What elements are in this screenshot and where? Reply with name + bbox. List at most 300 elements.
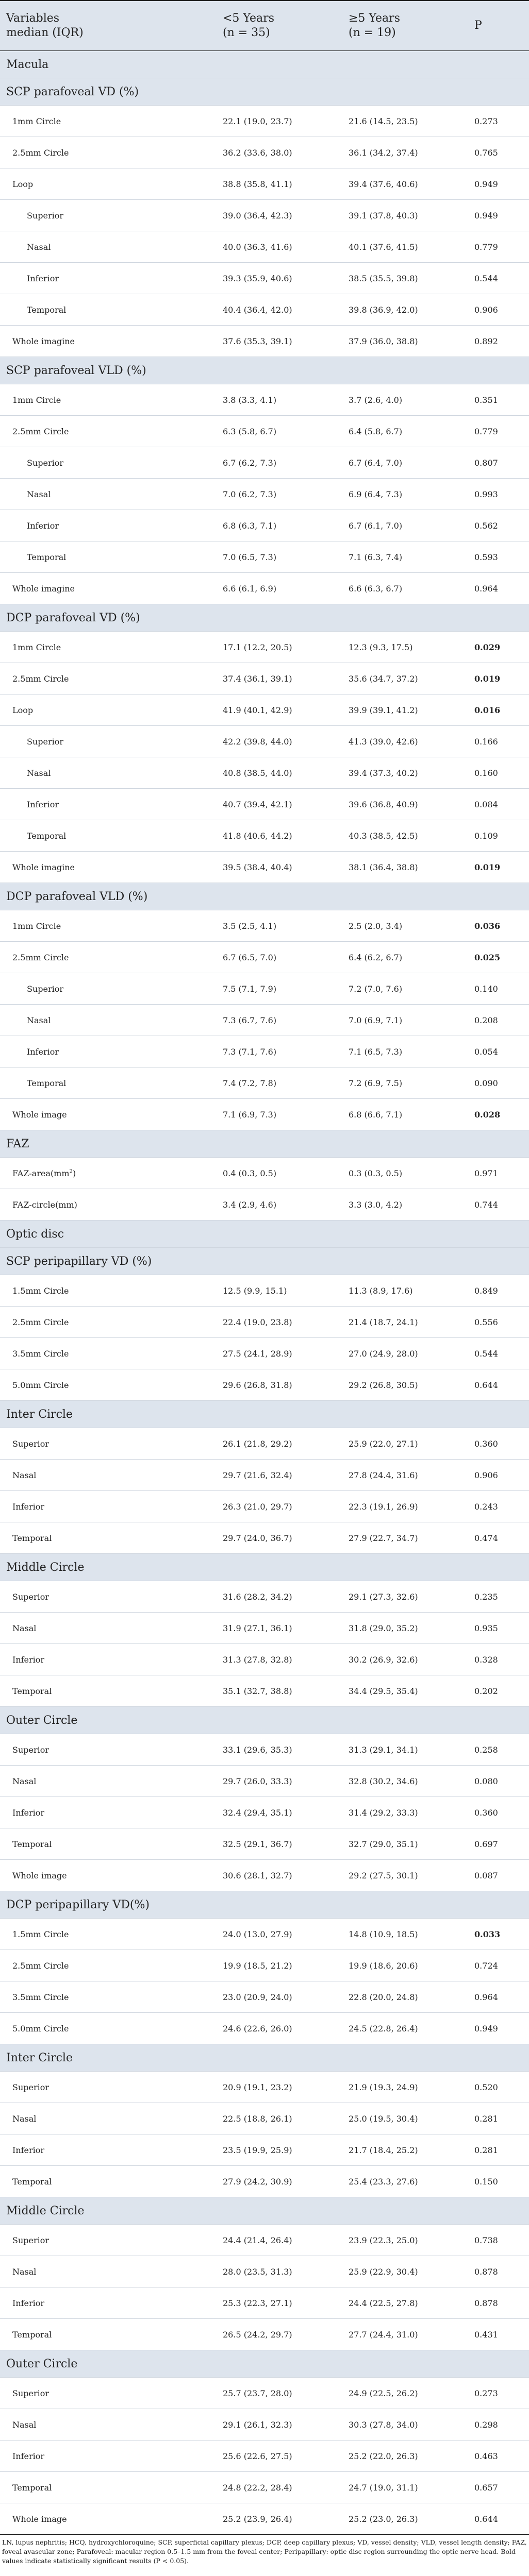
table-row [0,1158,529,1189]
p-value: 0.243 [468,1491,529,1522]
value-under-5: 42.2 (39.8, 44.0) [217,726,342,757]
row-label [0,106,217,137]
table-row [0,942,529,973]
table-row [0,1189,529,1221]
row-label-text: Superior [27,457,64,468]
row-label [0,1613,217,1644]
row-label-text: 2.5mm Circle [12,147,69,158]
value-under-5: 40.8 (38.5, 44.0) [217,757,342,789]
row-label-text: 1.5mm Circle [12,1929,69,1939]
value-under-5: 41.8 (40.6, 44.2) [217,820,342,852]
row-label-text: Nasal [12,1776,37,1786]
value-5-plus: 31.3 (29.1, 34.1) [342,1734,468,1766]
p-value: 0.562 [468,510,529,541]
value-under-5: 40.4 (36.4, 42.0) [217,294,342,326]
table-row [0,1522,529,1554]
header-variables [0,1,217,51]
p-value: 0.016 [468,694,529,726]
row-label-text: Temporal [12,1839,52,1849]
row-label [0,1860,217,1891]
table-row [0,1828,529,1860]
value-under-5: 39.3 (35.9, 40.6) [217,263,342,294]
p-value: 0.080 [468,1766,529,1797]
value-5-plus: 27.0 (24.9, 28.0) [342,1338,468,1369]
p-value: 0.281 [468,2103,529,2134]
p-value: 0.033 [468,1919,529,1950]
table-row [0,820,529,852]
row-label-text: Whole imagine [12,336,75,346]
table-row [0,137,529,168]
table-row [0,447,529,479]
table-row [0,1369,529,1401]
row-label [0,820,217,852]
row-label [0,137,217,168]
section-row [0,1554,529,1581]
row-label [0,726,217,757]
p-value: 0.964 [468,1981,529,2013]
value-5-plus: 25.9 (22.9, 30.4) [342,2256,468,2287]
p-value: 0.019 [468,663,529,694]
p-value: 0.029 [468,632,529,663]
row-label [0,1675,217,1707]
value-5-plus: 24.7 (19.0, 31.1) [342,2472,468,2503]
table-row [0,2287,529,2319]
section-label: Optic disc [0,1221,529,1248]
row-label-text: Inferior [27,273,59,283]
value-5-plus: 25.9 (22.0, 27.1) [342,1428,468,1460]
table-row [0,852,529,883]
section-label: Macula [0,51,529,78]
p-value: 0.964 [468,573,529,604]
value-5-plus: 34.4 (29.5, 35.4) [342,1675,468,1707]
row-label [0,2287,217,2319]
row-label-text: Superior [12,1591,49,1602]
section-row [0,883,529,910]
p-value: 0.474 [468,1522,529,1554]
value-5-plus: 41.3 (39.0, 42.6) [342,726,468,757]
value-5-plus: 29.2 (26.8, 30.5) [342,1369,468,1401]
value-under-5: 25.6 (22.6, 27.5) [217,2441,342,2472]
row-label [0,1581,217,1613]
value-5-plus: 7.1 (6.3, 7.4) [342,541,468,573]
p-value: 0.328 [468,1644,529,1675]
table-row [0,1099,529,1130]
table-row [0,1644,529,1675]
row-label-text: Superior [12,1438,49,1449]
p-value: 0.878 [468,2287,529,2319]
value-5-plus: 7.2 (7.0, 7.6) [342,973,468,1005]
value-5-plus: 32.8 (30.2, 34.6) [342,1766,468,1797]
table-row [0,1797,529,1828]
section-row [0,2350,529,2378]
table-row [0,384,529,416]
table-row [0,2472,529,2503]
value-under-5: 39.0 (36.4, 42.3) [217,200,342,231]
table-row [0,1005,529,1036]
row-label-text: Inferior [12,2451,45,2461]
p-value: 0.556 [468,1307,529,1338]
header-group-5-plus [342,1,468,51]
table-row [0,726,529,757]
value-under-5: 30.6 (28.1, 32.7) [217,1860,342,1891]
section-row [0,357,529,384]
value-under-5: 7.4 (7.2, 7.8) [217,1067,342,1099]
value-under-5: 40.7 (39.4, 42.1) [217,789,342,820]
row-label [0,1067,217,1099]
value-5-plus: 39.9 (39.1, 41.2) [342,694,468,726]
row-label-text: Loop [12,179,34,189]
row-label-text: 2.5mm Circle [12,1960,69,1971]
value-under-5: 32.5 (29.1, 36.7) [217,1828,342,1860]
row-label [0,263,217,294]
value-under-5: 26.1 (21.8, 29.2) [217,1428,342,1460]
row-label-text: 2.5mm Circle [12,426,69,436]
value-5-plus: 30.3 (27.8, 34.0) [342,2409,468,2441]
section-row [0,604,529,632]
value-under-5: 6.7 (6.5, 7.0) [217,942,342,973]
table-row [0,1919,529,1950]
value-under-5: 6.6 (6.1, 6.9) [217,573,342,604]
table-row [0,632,529,663]
row-label-text: Nasal [12,1623,37,1633]
section-row [0,1130,529,1158]
value-under-5: 19.9 (18.5, 21.2) [217,1950,342,1981]
value-under-5: 27.9 (24.2, 30.9) [217,2166,342,2197]
value-5-plus: 24.9 (22.5, 26.2) [342,2378,468,2409]
row-label [0,2166,217,2197]
value-under-5: 24.6 (22.6, 26.0) [217,2013,342,2044]
p-value: 0.273 [468,2378,529,2409]
row-label [0,326,217,357]
row-label [0,2441,217,2472]
row-label [0,1428,217,1460]
row-label [0,1005,217,1036]
value-5-plus: 29.2 (27.5, 30.1) [342,1860,468,1891]
row-label-text: 2.5mm Circle [12,673,69,684]
p-value: 0.036 [468,910,529,942]
row-label-text: Nasal [27,1015,51,1025]
value-5-plus: 0.3 (0.3, 0.5) [342,1158,468,1189]
section-label: Inter Circle [0,1401,529,1428]
row-label [0,1307,217,1338]
section-row [0,2197,529,2225]
row-label-text: FAZ-circle(mm) [12,1199,77,1210]
value-5-plus: 6.4 (6.2, 6.7) [342,942,468,973]
value-5-plus: 21.4 (18.7, 24.1) [342,1307,468,1338]
table-row [0,1338,529,1369]
table-row [0,294,529,326]
value-5-plus: 40.3 (38.5, 42.5) [342,820,468,852]
table-row [0,1067,529,1099]
value-5-plus: 36.1 (34.2, 37.4) [342,137,468,168]
value-5-plus: 21.6 (14.5, 23.5) [342,106,468,137]
p-value: 0.971 [468,1158,529,1189]
row-label [0,2256,217,2287]
value-5-plus: 6.9 (6.4, 7.3) [342,479,468,510]
table-row [0,326,529,357]
row-label-text: Inferior [12,1654,45,1665]
row-label [0,573,217,604]
p-value: 0.949 [468,200,529,231]
section-label: SCP parafoveal VD (%) [0,78,529,106]
row-label-text: 1mm Circle [12,642,61,652]
table-row [0,1428,529,1460]
row-label [0,1189,217,1221]
row-label-text: Inferior [12,1501,45,1512]
value-under-5: 29.1 (26.1, 32.3) [217,2409,342,2441]
row-label-text: Inferior [27,799,59,809]
value-under-5: 7.0 (6.5, 7.3) [217,541,342,573]
row-label [0,942,217,973]
value-5-plus: 38.5 (35.5, 39.8) [342,263,468,294]
value-5-plus: 6.7 (6.4, 7.0) [342,447,468,479]
value-5-plus: 7.1 (6.5, 7.3) [342,1036,468,1067]
p-value: 0.160 [468,757,529,789]
section-row [0,51,529,78]
table-row [0,1307,529,1338]
row-label [0,2103,217,2134]
value-5-plus: 32.7 (29.0, 35.1) [342,1828,468,1860]
p-value: 0.273 [468,106,529,137]
row-label-text: 2.5mm Circle [12,1317,69,1327]
value-5-plus: 27.7 (24.4, 31.0) [342,2319,468,2350]
section-label: Inter Circle [0,2044,529,2072]
p-value: 0.202 [468,1675,529,1707]
row-label-text: Temporal [12,2176,52,2187]
value-5-plus: 6.8 (6.6, 7.1) [342,1099,468,1130]
value-5-plus: 39.4 (37.6, 40.6) [342,168,468,200]
value-under-5: 25.3 (22.3, 27.1) [217,2287,342,2319]
value-5-plus: 2.5 (2.0, 3.4) [342,910,468,942]
value-5-plus: 22.8 (20.0, 24.8) [342,1981,468,2013]
value-under-5: 22.4 (19.0, 23.8) [217,1307,342,1338]
p-value: 0.644 [468,1369,529,1401]
table-row [0,2013,529,2044]
value-under-5: 17.1 (12.2, 20.5) [217,632,342,663]
value-under-5: 26.5 (24.2, 29.7) [217,2319,342,2350]
value-under-5: 41.9 (40.1, 42.9) [217,694,342,726]
p-value: 0.084 [468,789,529,820]
row-label-text: Superior [12,2235,49,2245]
table-row [0,2103,529,2134]
row-label [0,1522,217,1554]
row-label-text: Whole imagine [12,862,75,872]
row-label-text: Temporal [12,1533,52,1543]
row-label-text: Nasal [12,2266,37,2277]
row-label-text: Inferior [12,1807,45,1818]
value-5-plus: 27.9 (22.7, 34.7) [342,1522,468,1554]
row-label-text: Temporal [27,1078,67,1088]
value-under-5: 6.8 (6.3, 7.1) [217,510,342,541]
section-label: FAZ [0,1130,529,1158]
section-label: Middle Circle [0,2197,529,2225]
p-value: 0.724 [468,1950,529,1981]
table-row [0,541,529,573]
table-row [0,1734,529,1766]
p-value: 0.993 [468,479,529,510]
table-header [0,1,529,51]
row-label-text: 3.5mm Circle [12,1348,69,1359]
section-label: Outer Circle [0,2350,529,2378]
value-5-plus: 39.1 (37.8, 40.3) [342,200,468,231]
row-label [0,510,217,541]
row-label-text: Superior [27,984,64,994]
row-label [0,2319,217,2350]
table-row [0,1491,529,1522]
row-label-text: Whole image [12,2514,67,2524]
value-5-plus: 6.6 (6.3, 6.7) [342,573,468,604]
row-label [0,2072,217,2103]
value-under-5: 31.9 (27.1, 36.1) [217,1613,342,1644]
row-label [0,1036,217,1067]
value-5-plus: 27.8 (24.4, 31.6) [342,1460,468,1491]
p-value: 0.360 [468,1428,529,1460]
value-under-5: 31.6 (28.2, 34.2) [217,1581,342,1613]
value-under-5: 22.5 (18.8, 26.1) [217,2103,342,2134]
row-label [0,200,217,231]
p-value: 0.849 [468,1275,529,1307]
value-5-plus: 25.2 (22.0, 26.3) [342,2441,468,2472]
p-value: 0.779 [468,231,529,263]
value-under-5: 29.6 (26.8, 31.8) [217,1369,342,1401]
value-5-plus: 31.8 (29.0, 35.2) [342,1613,468,1644]
row-label [0,1369,217,1401]
value-under-5: 23.5 (19.9, 25.9) [217,2134,342,2166]
row-label-text: Whole image [12,1109,67,1120]
value-under-5: 36.2 (33.6, 38.0) [217,137,342,168]
p-value: 0.949 [468,168,529,200]
value-under-5: 38.8 (35.8, 41.1) [217,168,342,200]
value-under-5: 39.5 (38.4, 40.4) [217,852,342,883]
p-value: 0.906 [468,294,529,326]
p-value: 0.593 [468,541,529,573]
row-label [0,2409,217,2441]
section-row [0,1221,529,1248]
value-5-plus: 6.4 (5.8, 6.7) [342,416,468,447]
p-value: 0.949 [468,2013,529,2044]
header-group-5-plus-line2: (n = 19) [349,26,396,39]
value-5-plus: 30.2 (26.9, 32.6) [342,1644,468,1675]
table-row [0,200,529,231]
value-under-5: 29.7 (26.0, 33.3) [217,1766,342,1797]
row-label-text: Nasal [27,489,51,499]
value-under-5: 27.5 (24.1, 28.9) [217,1338,342,1369]
row-label-text: 1mm Circle [12,921,61,931]
row-label-text: Nasal [27,242,51,252]
p-value: 0.657 [468,2472,529,2503]
row-label [0,1734,217,1766]
value-under-5: 3.4 (2.9, 4.6) [217,1189,342,1221]
row-label [0,1275,217,1307]
row-label [0,973,217,1005]
p-value: 0.544 [468,263,529,294]
value-5-plus: 39.8 (36.9, 42.0) [342,294,468,326]
table-row [0,1860,529,1891]
row-label [0,231,217,263]
value-5-plus: 7.2 (6.9, 7.5) [342,1067,468,1099]
value-under-5: 7.3 (6.7, 7.6) [217,1005,342,1036]
table-row [0,973,529,1005]
table-row [0,1581,529,1613]
row-label [0,2472,217,2503]
value-under-5: 24.8 (22.2, 28.4) [217,2472,342,2503]
row-label-text: Temporal [12,2329,52,2340]
table-row [0,1675,529,1707]
table-row [0,510,529,541]
row-label-text: Temporal [27,304,67,315]
header-group-under-5-line1: <5 Years [223,12,274,25]
section-label: Middle Circle [0,1554,529,1581]
row-label [0,789,217,820]
row-label [0,1828,217,1860]
row-label-text: Whole imagine [12,583,75,594]
row-label-text: Superior [27,210,64,221]
table-row [0,694,529,726]
value-5-plus: 12.3 (9.3, 17.5) [342,632,468,663]
row-label-text: Superior [12,2388,49,2398]
row-label-text: 2.5mm Circle [12,952,69,962]
header-variables-line1: Variables [6,12,60,25]
table-row [0,2441,529,2472]
p-value: 0.878 [468,2256,529,2287]
table-row [0,2134,529,2166]
table-row [0,1950,529,1981]
p-value: 0.892 [468,326,529,357]
row-label-text: Superior [27,736,64,747]
p-value: 0.281 [468,2134,529,2166]
value-under-5: 0.4 (0.3, 0.5) [217,1158,342,1189]
value-under-5: 7.5 (7.1, 7.9) [217,973,342,1005]
section-label: Outer Circle [0,1707,529,1734]
table-row [0,263,529,294]
table-row [0,168,529,200]
value-under-5: 20.9 (19.1, 23.2) [217,2072,342,2103]
row-label [0,1099,217,1130]
row-label [0,384,217,416]
value-under-5: 7.1 (6.9, 7.3) [217,1099,342,1130]
section-row [0,1401,529,1428]
row-label-text: Inferior [12,2298,45,2308]
value-5-plus: 25.2 (23.0, 26.3) [342,2503,468,2535]
row-label [0,632,217,663]
row-label-text: 1.5mm Circle [12,1285,69,1296]
row-label [0,168,217,200]
value-under-5: 24.0 (13.0, 27.9) [217,1919,342,1950]
row-label-text: Inferior [27,520,59,531]
table-row [0,1460,529,1491]
header-group-under-5-line2: (n = 35) [223,26,270,39]
value-5-plus: 25.4 (23.3, 27.6) [342,2166,468,2197]
value-under-5: 40.0 (36.3, 41.6) [217,231,342,263]
row-label [0,852,217,883]
row-label-text: Nasal [12,1470,37,1480]
value-under-5: 29.7 (21.6, 32.4) [217,1460,342,1491]
header-group-5-plus-line1: ≥5 Years [349,12,400,25]
table-row [0,2225,529,2256]
p-value: 0.744 [468,1189,529,1221]
p-value: 0.019 [468,852,529,883]
section-label: SCP parafoveal VLD (%) [0,357,529,384]
p-value: 0.431 [468,2319,529,2350]
row-label-text: Nasal [12,2419,37,2430]
value-under-5: 22.1 (19.0, 23.7) [217,106,342,137]
row-label [0,1338,217,1369]
table-row [0,663,529,694]
value-5-plus: 39.4 (37.3, 40.2) [342,757,468,789]
value-under-5: 23.0 (20.9, 24.0) [217,1981,342,2013]
value-under-5: 37.6 (35.3, 39.1) [217,326,342,357]
value-under-5: 3.5 (2.5, 4.1) [217,910,342,942]
